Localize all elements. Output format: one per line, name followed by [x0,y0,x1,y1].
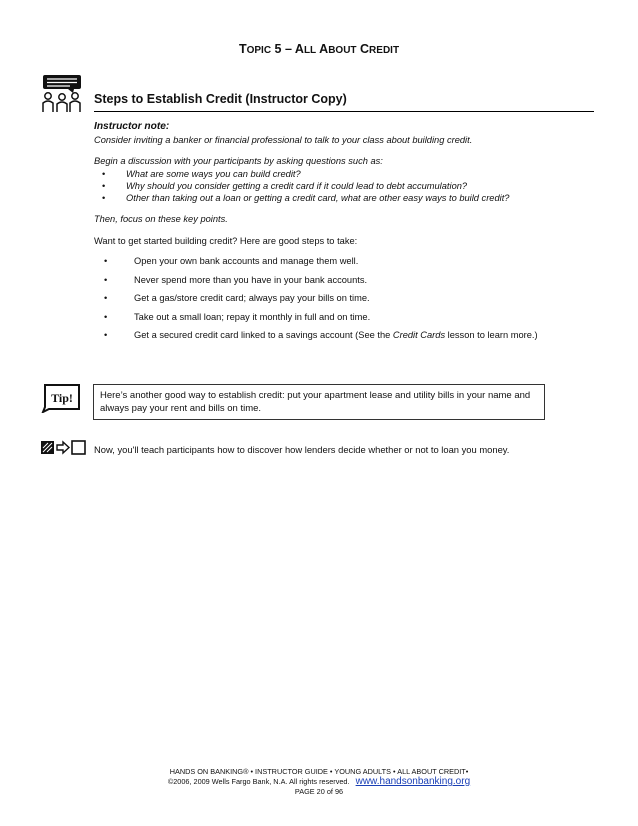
tip-icon-label: Tip! [51,391,73,405]
steps-intro: Want to get started building credit? Here are good steps to take: [94,235,358,246]
page-header [0,42,638,56]
section-title: Steps to Establish Credit (Instructor Copy) [94,92,347,106]
instructor-note-label: Instructor note: [94,121,170,132]
discussion-intro: Begin a discussion with your participants by asking questions such as: [94,156,383,166]
discussion-questions [94,168,594,205]
steps-list [94,255,594,342]
page-footer [0,767,638,797]
header-text: 5 – A [271,42,304,56]
website-link[interactable]: www.handsonbanking.org [355,776,471,787]
list-item: • What are some ways you can build credit? [102,168,594,180]
footer-copyright-line [0,777,638,787]
list-item: • Take out a small loan; repay it monthly in full and on time. [104,311,594,324]
next-activity-icon [40,439,88,457]
header-text: T [238,42,247,56]
footer-line: HANDS ON BANKING® • INSTRUCTOR GUIDE • YOUNG ADULTS • ALL ABOUT CREDIT• [169,767,469,776]
tip-text: Here’s another good way to establish credit: put your apartment lease and utility bills in your name and always pay your rent and bills on time. [100,390,531,414]
list-item [104,329,594,342]
list-item: • Why should you consider getting a credit card if it could lead to debt accumulation? [102,180,594,192]
header-text: OPIC [246,45,272,56]
focus-text: Then, focus on these key points. [94,214,228,225]
header-text: BOUT [328,45,357,56]
title-divider [94,111,594,112]
step-text: lesson to learn more.) [445,330,538,341]
instructor-note-text: Consider inviting a banker or financial professional to talk to your class about building credit. [94,134,473,145]
main-content [94,121,594,348]
footer-copyright: ©2006, 2009 Wells Fargo Bank, N.A. All rights reserved. [167,777,350,786]
header-text: REDIT [369,45,400,56]
list-item: • Get a gas/store credit card; always pay your bills on time. [104,292,594,305]
header-text: C [356,42,370,56]
step-text: Get a secured credit card linked to a savings account (See the [134,330,393,341]
next-activity-text: Now, you'll teach participants how to discover how lenders decide whether or not to loan you money. [94,444,510,455]
tip-box [93,384,545,420]
list-item: • Other than taking out a loan or getting a credit card, what are other easy ways to build credit? [102,192,594,204]
list-item: • Never spend more than you have in your bank accounts. [104,274,594,287]
page-number: PAGE 20 of 96 [294,787,344,796]
list-item: • Open your own bank accounts and manage them well. [104,255,594,268]
lesson-name: Credit Cards [392,330,446,341]
tip-icon [41,383,81,413]
header-text: LL [303,45,317,56]
group-discussion-icon [40,74,84,116]
header-text: A [316,42,329,56]
